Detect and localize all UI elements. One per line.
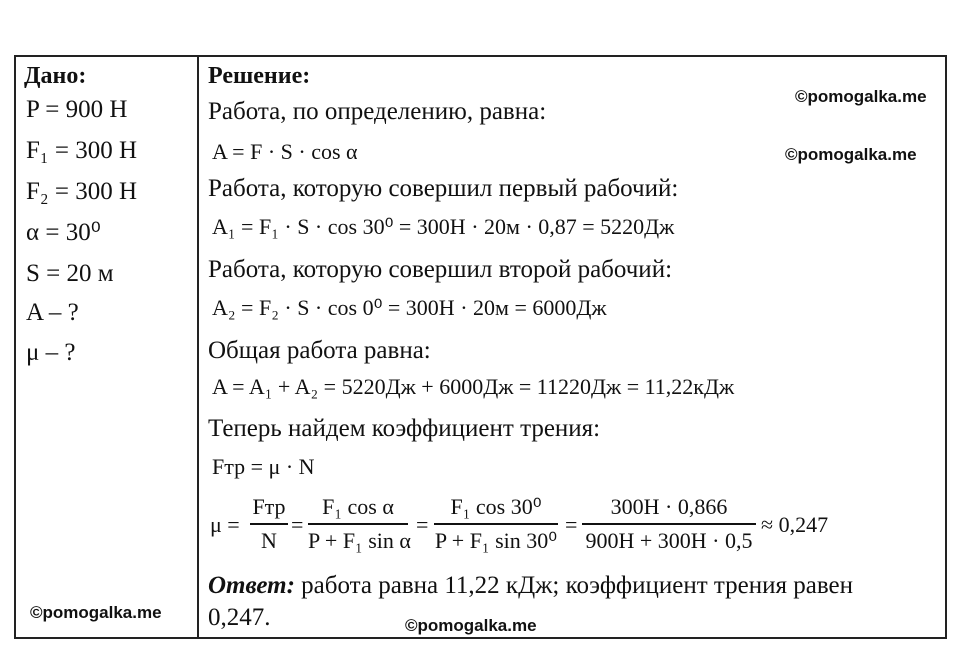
formula-work-1: A₁ = F₁ · S · cos 30⁰ = 300H · 20м · 0,87 = 5220Дж: [212, 214, 675, 239]
formula-friction-force: Fтр = μ · N: [212, 454, 315, 479]
formula-work: A = F · S · cos α: [212, 139, 358, 164]
answer-line-2: 0,247.: [208, 604, 271, 631]
watermark-2: ©pomogalka.me: [785, 145, 917, 164]
given-item-p: P = 900 Н: [26, 96, 128, 123]
fraction-2-bar: [308, 523, 408, 525]
fraction-1-numerator: Fтр: [252, 494, 286, 519]
solution-line-1: Работа, по определению, равна:: [208, 98, 547, 125]
solution-line-3: Работа, которую совершил второй рабочий:: [208, 256, 673, 283]
given-item-alpha: α = 30⁰: [26, 219, 101, 246]
given-item-mu: μ – ?: [26, 339, 76, 366]
formula-work-2: A₂ = F₂ · S · cos 0⁰ = 300H · 20м = 6000Дж: [212, 295, 607, 320]
answer-text: работа равна 11,22 кДж; коэффициент трения равен: [294, 572, 853, 599]
given-item-a: A – ?: [26, 299, 79, 326]
given-item-f2: F₂ = 300 Н: [26, 178, 138, 205]
fraction-1-bar: [250, 523, 288, 525]
watermark-3: ©pomogalka.me: [30, 603, 162, 622]
solution-heading: Решение:: [208, 63, 311, 89]
approx-result: ≈ 0,247: [761, 512, 829, 537]
given-heading: Дано:: [24, 63, 87, 89]
watermark-1: ©pomogalka.me: [795, 87, 927, 106]
given-item-f1: F₁ = 300 Н: [26, 137, 138, 164]
fraction-2-numerator: F₁ cos α: [322, 494, 394, 519]
equals-3: =: [565, 512, 578, 537]
solution-line-5: Теперь найдем коэффициент трения:: [208, 415, 601, 442]
solution-line-4: Общая работа равна:: [208, 337, 431, 364]
fraction-3-denominator: P + F₁ sin 30⁰: [434, 528, 558, 553]
equals-2: =: [416, 512, 429, 537]
fraction-3-numerator: F₁ cos 30⁰: [450, 494, 542, 519]
fraction-4-denominator: 900H + 300H · 0,5: [585, 528, 753, 553]
answer-line-1: [208, 573, 853, 598]
fraction-4-bar: [582, 523, 756, 525]
fraction-4-numerator: 300H · 0,866: [610, 494, 728, 519]
answer-label: Ответ:: [208, 572, 295, 599]
fraction-2-denominator: P + F₁ sin α: [308, 528, 411, 553]
given-item-s: S = 20 м: [26, 260, 114, 287]
mu-lhs: μ =: [210, 512, 240, 537]
equals-1: =: [291, 512, 304, 537]
watermark-4: ©pomogalka.me: [405, 616, 537, 635]
formula-total-work: A = A₁ + A₂ = 5220Дж + 6000Дж = 11220Дж = 11,22кДж: [212, 374, 735, 399]
fraction-3-bar: [434, 523, 558, 525]
column-divider: [197, 55, 199, 639]
solution-line-2: Работа, которую совершил первый рабочий:: [208, 175, 679, 202]
fraction-1-denominator: N: [261, 528, 277, 553]
